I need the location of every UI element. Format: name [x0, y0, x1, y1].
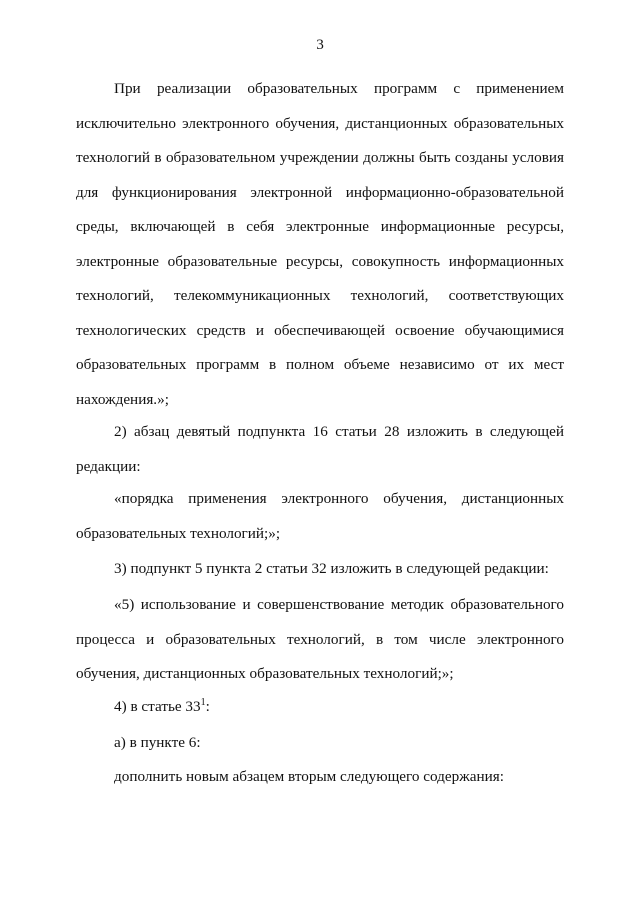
paragraph-item-4 — [76, 690, 564, 725]
paragraph-electronic-learning-conditions — [76, 72, 564, 417]
paragraph-text: 2) абзац девятый подпункта 16 статьи 28 изложить в следующей редакции: — [76, 423, 564, 475]
paragraph-item-3 — [76, 552, 564, 587]
paragraph-text: а) в пункте 6: — [114, 734, 201, 751]
paragraph-add-new-abzac — [76, 760, 564, 795]
paragraph-text: «5) использование и совершенствование методик образовательного процесса и образовательных технологий, в том числе электронного обучения, дистанционных образовательных технологий;»; — [76, 596, 564, 682]
page-number: 3 — [316, 36, 324, 53]
article-prefix: 4) в статье 33 — [114, 698, 201, 715]
paragraph-text: «порядка применения электронного обучения, дистанционных образовательных технологий;»; — [76, 490, 564, 542]
paragraph-quote-methods — [76, 588, 564, 692]
paragraph-text: При реализации образовательных программ с применением исключительно электронного обучения, дистанционных образовательных технологий в образовательном учреждении должны быть созданы условия для функционирования электронной информационно-образовательной среды, включающей в себя электронные информационные ресурсы, электронные образовательные ресурсы, совокупность информационных технологий, телекоммуникационных технологий, соответствующих технологических средств и обеспечивающей освоение обучающимися образовательных программ в полном объеме независимо от их мест нахождения.»; — [76, 80, 564, 408]
paragraph-subitem-a — [76, 726, 564, 761]
paragraph-text: 3) подпункт 5 пункта 2 статьи 32 изложить в следующей редакции: — [114, 560, 549, 577]
article-superscript: 1 — [200, 697, 206, 708]
paragraph-text: дополнить новым абзацем вторым следующего содержания: — [114, 768, 504, 785]
paragraph-item-2 — [76, 415, 564, 484]
paragraph-quote-procedure — [76, 482, 564, 551]
article-suffix: : — [205, 698, 210, 715]
